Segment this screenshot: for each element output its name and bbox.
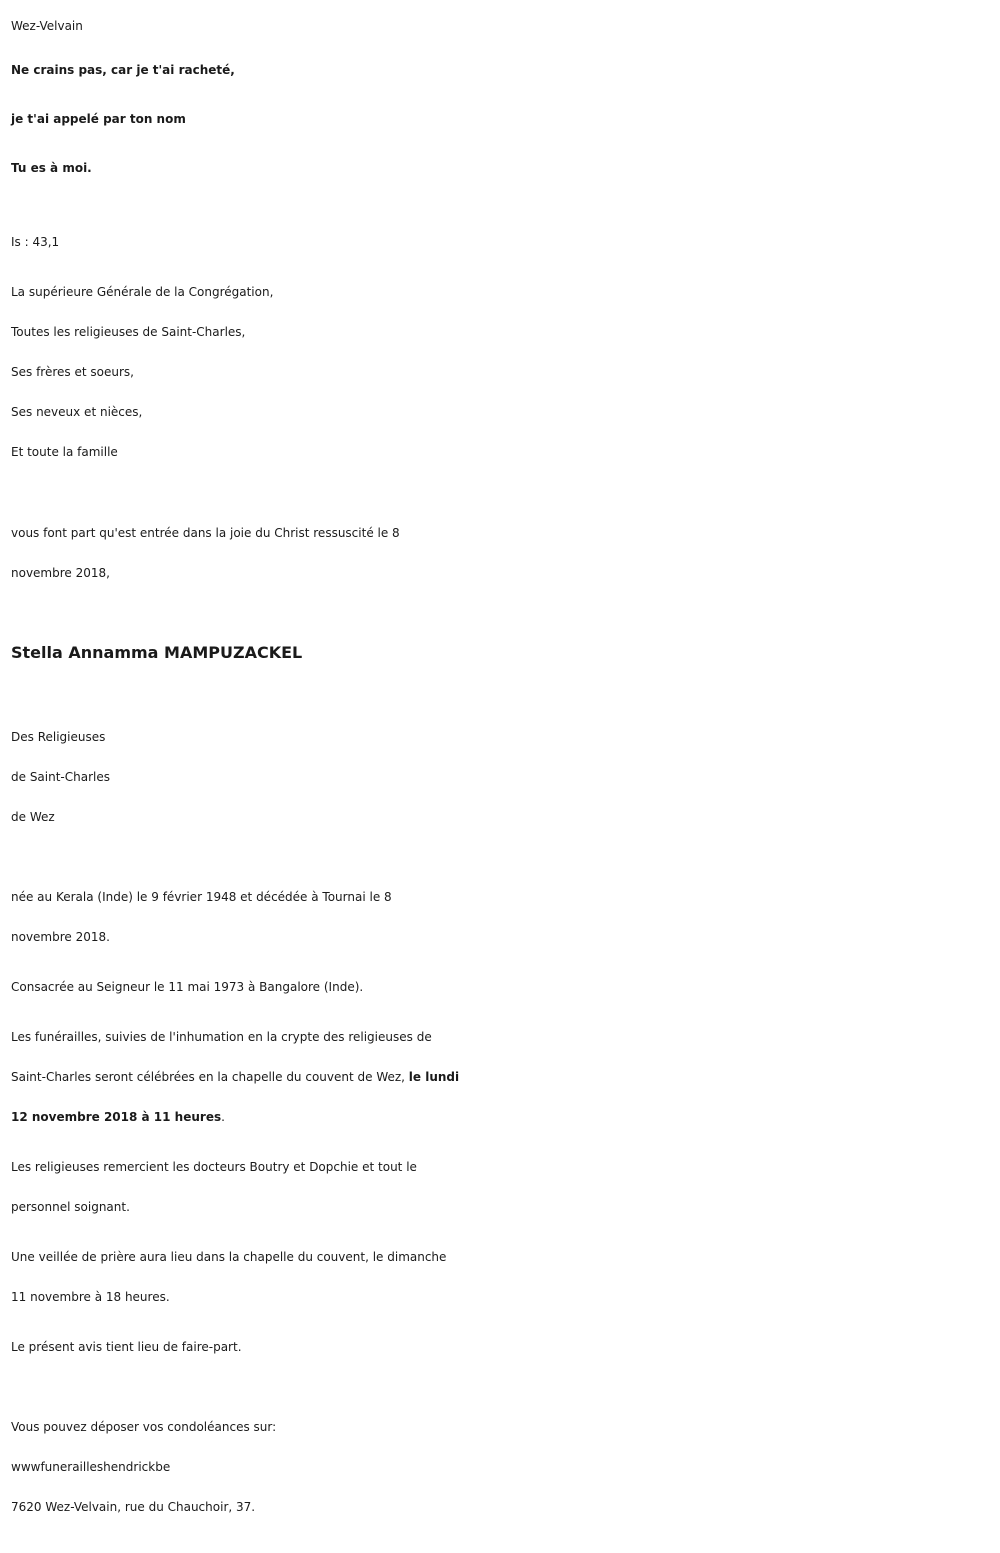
paragraph-line: 11 novembre à 18 heures. [11,1290,170,1304]
order-line: Des Religieuses [11,730,106,744]
paragraph-line [11,1057,996,1097]
funeral-date-start: le lundi [408,1070,460,1084]
paragraph-line: née au Kerala (Inde) le 9 février 1948 et décédée à Tournai le 8 [11,890,392,904]
location-header: Wez-Velvain [11,19,83,33]
verse-line: Tu es à moi. [11,161,92,175]
paragraph-line: Les funérailles, suivies de l'inhumation en la crypte des religieuses de [11,1030,432,1044]
funeral-home-address: 7620 Wez-Velvain, rue du Chauchoir, 37. [11,1500,256,1514]
birth-death-paragraph [11,877,996,957]
paragraph-line [11,1097,996,1137]
funeral-tail: . [221,1110,225,1124]
paragraph-line: novembre 2018. [11,930,110,944]
sender-line: Et toute la famille [11,445,118,459]
sender-line: La supérieure Générale de la Congrégation, [11,285,274,299]
sender-line: Ses neveux et nièces, [11,405,143,419]
announcement-line: novembre 2018, [11,566,110,580]
order-line: de Wez [11,810,55,824]
funeral-date: 12 novembre 2018 à 11 heures [11,1110,222,1124]
religious-order [11,717,996,837]
sender-line: Toutes les religieuses de Saint-Charles, [11,325,246,339]
condolences-website: wwwfunerailleshendrickbe [11,1460,171,1474]
thanks-paragraph [11,1147,996,1227]
funeral-text: Saint-Charles seront célébrées en la chapelle du couvent de Wez, [11,1070,409,1084]
announcement [11,513,996,593]
paragraph-line: Une veillée de prière aura lieu dans la chapelle du couvent, le dimanche [11,1250,447,1264]
funeral-paragraph [11,1017,996,1137]
consecration-paragraph: Consacrée au Seigneur le 11 mai 1973 à Bangalore (Inde). [11,980,364,994]
senders-list [11,272,996,472]
obituary-content [11,6,996,1527]
verse-line: je t'ai appelé par ton nom [11,112,186,126]
condolences-section [11,1407,996,1527]
vigil-paragraph [11,1237,996,1317]
bible-verse [11,46,996,193]
condolences-label: Vous pouvez déposer vos condoléances sur: [11,1420,277,1434]
verse-reference: Is : 43,1 [11,235,60,249]
notice-paragraph: Le présent avis tient lieu de faire-part. [11,1340,242,1354]
deceased-name: Stella Annamma MAMPUZACKEL [11,643,303,662]
order-line: de Saint-Charles [11,770,110,784]
paragraph-line: Les religieuses remercient les docteurs Boutry et Dopchie et tout le [11,1160,417,1174]
announcement-line: vous font part qu'est entrée dans la joie du Christ ressuscité le 8 [11,526,400,540]
paragraph-line: personnel soignant. [11,1200,130,1214]
sender-line: Ses frères et soeurs, [11,365,134,379]
verse-line: Ne crains pas, car je t'ai racheté, [11,63,235,77]
